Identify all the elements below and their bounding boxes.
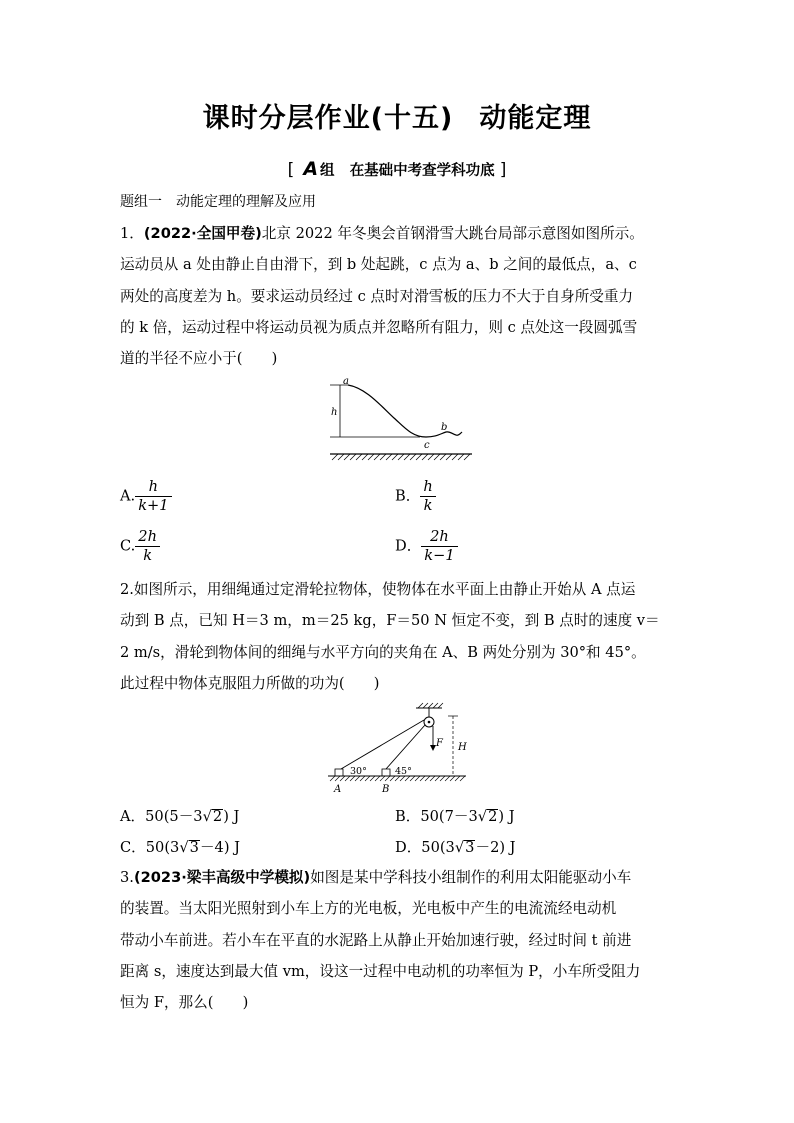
q1-line-2: 运动员从 a 处由静止自由滑下，到 b 处起跳，c 点为 a、b 之间的最低点，a、c [120,256,637,274]
q3-source: (2023·梁丰高级中学模拟) [133,869,311,886]
label-H: H [458,742,467,753]
title-sub: 动能定理 [479,103,592,134]
q2-line-4: 此过程中物体克服阻力所做的功为( ) [120,674,380,692]
group-badge: A [303,158,319,180]
q2-option-d[interactable]: D．50(3√3－2) J [395,839,516,856]
q1-source: (2022·全国甲卷) [143,225,262,242]
q1-line-4: 的 k 倍，运动过程中将运动员视为质点并忽略所有阻力，则 c 点处这一段圆弧雪 [120,318,638,336]
q3-line-3: 带动小车前进。若小车在平直的水泥路上从静止开始加速行驶，经过时间 t 前进 [120,931,632,949]
question-3 [120,862,675,1018]
label-angle-45: 45° [395,766,412,777]
q3-line-5: 恒为 F，那么( ) [120,994,249,1012]
question-1 [120,218,675,374]
q1-line-3: 两处的高度差为 h。要求运动员经过 c 点时对滑雪板的压力不大于自身所受重力 [120,287,634,305]
question-2 [120,574,675,699]
q1-line-5: 道的半径不应小于( ) [120,350,278,368]
label-c: c [424,440,430,451]
label-F: F [436,738,443,749]
group-label: 组 [320,163,335,179]
label-a: a [343,376,349,387]
q1-option-c[interactable]: C. $\frac{2h}{k}$ [120,528,160,565]
q2-line-1: 2.如图所示，用细绳通过定滑轮拉物体，使物体在水平面上由静止开始从 A 点运 [120,581,636,598]
page-title [0,96,794,135]
label-b: b [441,422,448,433]
q2-line-3: 2 m/s，滑轮到物体间的细绳与水平方向的夹角在 A、B 两处分别为 30°和 45°。 [120,643,646,661]
label-h: h [331,407,338,418]
q2-pulley-figure [326,700,478,798]
q1-option-a[interactable]: A. $\frac{h}{k+1}$ [120,478,172,515]
label-B: B [382,784,390,795]
q2-option-b[interactable]: B．50(7－3√2) J [395,808,515,825]
q1-ski-ramp-figure [326,376,472,464]
group-desc: 在基础中考查学科功底 [349,163,495,179]
q2-option-a[interactable]: A．50(5－3√2) J [120,808,240,825]
q3-line-2: 的装置。当太阳光照射到小车上方的光电板，光电板中产生的电流流经电动机 [120,900,617,918]
q2-line-2: 动到 B 点，已知 H＝3 m，m＝25 kg，F＝50 N 恒定不变，到 B 点时的速度 v＝ [120,612,660,630]
label-angle-30: 30° [350,766,367,777]
q3-line-1: 3.(2023·梁丰高级中学模拟)如图是某中学科技小组制作的利用太阳能驱动小车 [120,869,632,886]
bracket-open: [ [287,160,295,180]
q2-option-c[interactable]: C．50(3√3－4) J [120,839,240,856]
q1-option-d[interactable]: D． $\frac{2h}{k-1}$ [395,528,458,565]
title-main: 课时分层作业(十五) [202,103,454,134]
q1-line-1: 1．(2022·全国甲卷)北京 2022 年冬奥会首钢滑雪大跳台局部示意图如图所示。 [120,225,644,242]
bracket-close: ] [499,160,507,180]
q1-option-b[interactable]: B． $\frac{h}{k}$ [395,478,436,515]
q3-line-4: 距离 s，速度达到最大值 vm，设这一过程中电动机的功率恒为 P，小车所受阻力 [120,962,641,980]
label-A: A [334,784,342,795]
group-header [0,158,794,180]
section-heading: 题组一 动能定理的理解及应用 [120,194,316,210]
